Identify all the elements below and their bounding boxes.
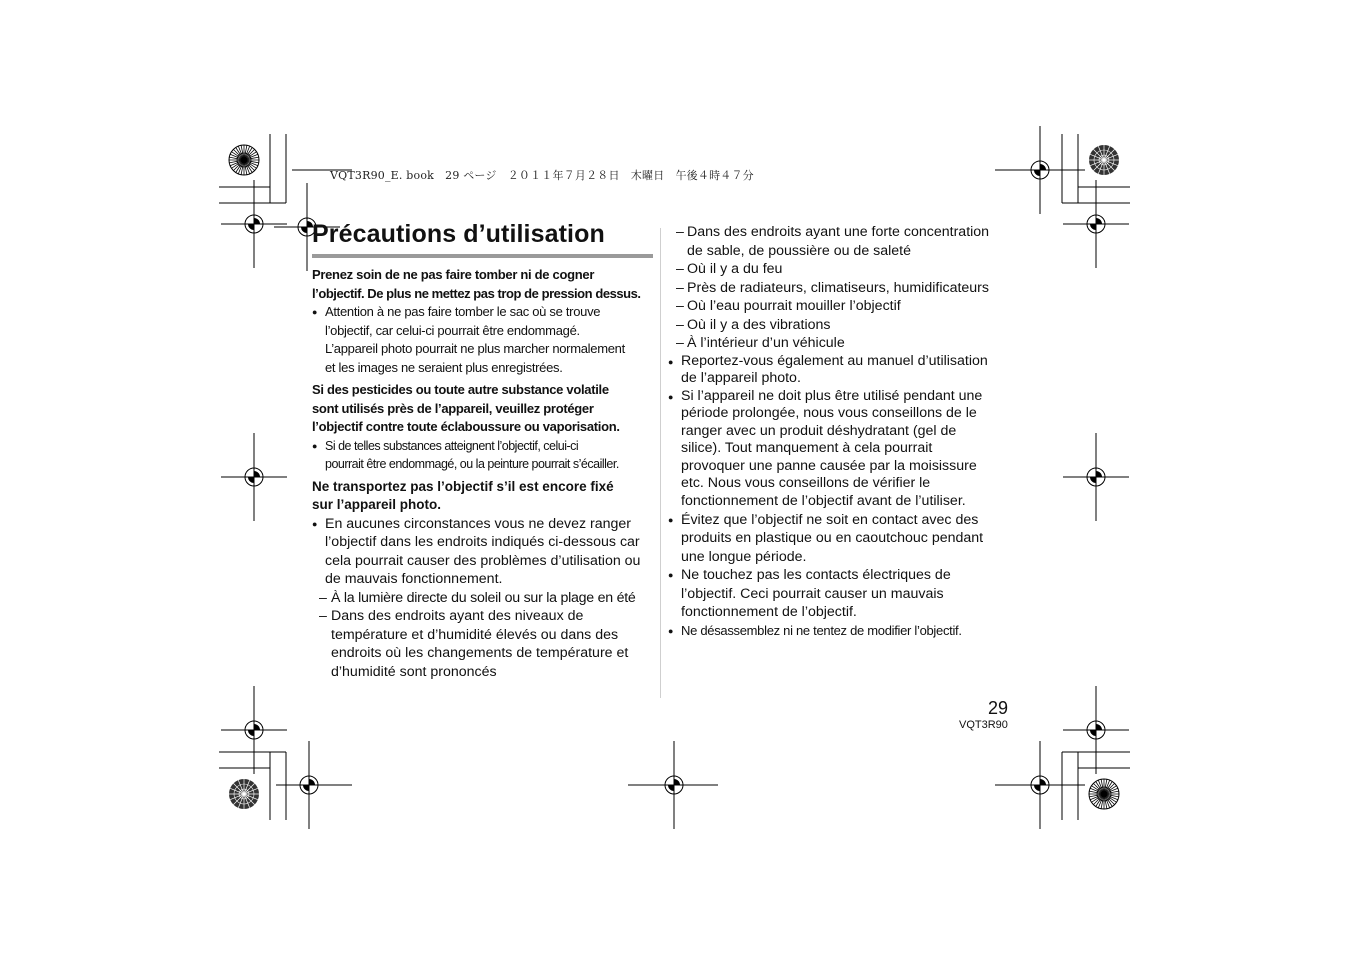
dash-item: – Dans des endroits ayant une forte concentration de sable, de poussière ou de saleté — [676, 224, 990, 259]
section-heading-drop: Prenez soin de ne pas faire tomber ni de cogner l’objectif. De plus ne mettez pas trop de pression dessus. — [312, 267, 641, 301]
star-target-icon — [1089, 145, 1119, 175]
dash-item: – Où il y a des vibrations — [676, 316, 831, 333]
section-heading-pesticides: Si des pesticides ou toute autre substance volatile sont utilisés près de l’appareil, veuillez protéger l’objectif contre toute éclaboussure ou vaporisation. — [312, 382, 620, 434]
column-divider — [660, 228, 661, 698]
bullet-item: ● Évitez que l’objectif ne soit en contact avec des produits en plastique ou en caoutchouc pendant une longue période. — [668, 511, 1013, 567]
bullet-item: ● Ne désassemblez ni ne tentez de modifier l’objectif. — [668, 622, 1013, 641]
page-number: 29 — [988, 698, 1009, 718]
title-underline — [312, 254, 653, 258]
model-code: VQT3R90 — [959, 719, 1008, 731]
registration-mark-icon — [1063, 686, 1129, 774]
dash-item: – Où l’eau pourrait mouiller l’objectif — [676, 298, 901, 314]
registration-mark-icon — [221, 433, 287, 521]
dash-item: – À l’intérieur d’un véhicule — [676, 335, 845, 351]
registration-mark-icon — [221, 180, 287, 268]
dash-item: – Dans des endroits ayant des niveaux de température et d’humidité élevés ou dans des endroits où les changements de température et d’humidité sont prononcés — [319, 608, 629, 680]
section-heading-transport: Ne transportez pas l’objectif s’il est encore fixé sur l’appareil photo. — [312, 478, 614, 512]
bullet-item: ● En aucunes circonstances vous ne devez ranger l’objectif dans les endroits indiqués ci-dessous car cela pourrait causer des problèmes d’utilisation ou de mauvais fonctionnement. — [312, 515, 657, 589]
page-title: Précautions d’utilisation — [312, 220, 605, 248]
registration-mark-icon — [1063, 433, 1129, 521]
print-header-line: VQT3R90_E. book 29 ページ ２０１１年７月２８日 木曜日 午後４時４７分 — [330, 169, 754, 182]
bullet-item: ● Si de telles substances atteignent l’objectif, celui-ci pourrait être endommagé, ou la peinture pourrait s’écailler. — [312, 437, 657, 474]
right-column — [668, 223, 1013, 640]
star-target-icon — [229, 145, 259, 175]
registration-mark-icon — [221, 686, 287, 774]
bullet-item: ● Attention à ne pas faire tomber le sac où se trouve l’objectif, car celui-ci pourrait être endommagé. L’appareil photo pourrait ne plus marcher normalement et les images ne seraient plus enregistrées. — [312, 303, 657, 377]
star-target-icon — [229, 779, 259, 809]
registration-mark-icon — [1063, 180, 1129, 268]
bullet-item: ● Si l’appareil ne doit plus être utilisé pendant une période prolongée, nous vous conseillons de le ranger avec un produit déshydratant (gel de silice). Tout manquement à cela pourrait provoquer une panne causée par la moisissure etc. Nous vous conseillons de vérifier le fonctionnement de l’objectif avant de l’utiliser. — [668, 388, 1013, 511]
bullet-item: ● Ne touchez pas les contacts électriques de l’objectif. Ceci pourrait causer un mauvais fonctionnement de l’objectif. — [668, 566, 1013, 622]
left-column — [312, 266, 657, 681]
dash-item: – Où il y a du feu — [676, 261, 783, 277]
star-target-icon — [1089, 779, 1119, 809]
dash-item: – Près de radiateurs, climatiseurs, humidificateurs — [676, 279, 989, 296]
bullet-item: ● Reportez-vous également au manuel d’utilisation de l’appareil photo. — [668, 353, 1013, 388]
dash-item: – À la lumière directe du soleil ou sur la plage en été — [319, 589, 636, 606]
